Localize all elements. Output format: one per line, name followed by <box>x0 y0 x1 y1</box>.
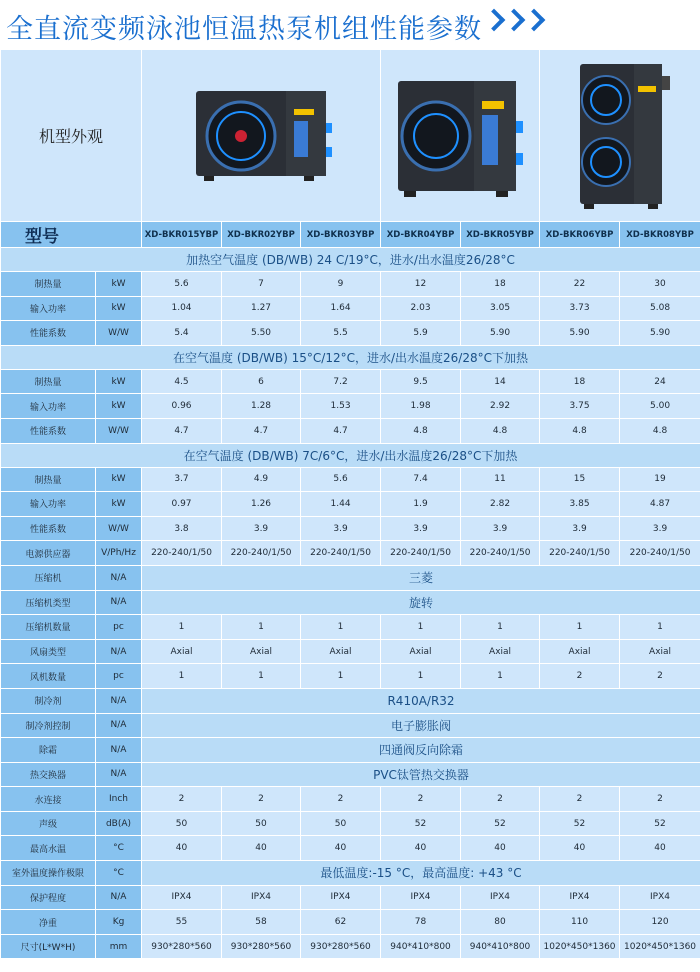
spec-value: Axial <box>461 639 540 664</box>
spec-value: 220-240/1/50 <box>620 541 700 566</box>
spec-label: 制热量 <box>1 467 96 492</box>
spec-value: 220-240/1/50 <box>540 541 620 566</box>
spec-label: 风扇类型 <box>1 639 96 664</box>
spec-merged-value: 电子膨胀阀 <box>142 713 700 738</box>
spec-row <box>1 565 700 590</box>
spec-unit: °C <box>96 836 142 861</box>
spec-unit: N/A <box>96 762 142 787</box>
spec-value: 3.9 <box>222 516 301 541</box>
spec-value: 3.05 <box>461 296 540 321</box>
spec-value: 7.2 <box>301 369 381 394</box>
spec-row <box>1 467 700 492</box>
spec-value: 9.5 <box>381 369 461 394</box>
spec-value: 3.9 <box>461 516 540 541</box>
spec-value: 1 <box>301 615 381 640</box>
spec-row <box>1 910 700 935</box>
spec-value: 1 <box>222 664 301 689</box>
spec-label: 输入功率 <box>1 296 96 321</box>
spec-value: 1020*450*1360 <box>540 934 620 959</box>
spec-value: 4.9 <box>222 467 301 492</box>
spec-value: 1 <box>142 664 222 689</box>
spec-value: 2 <box>540 787 620 812</box>
spec-value: 5.4 <box>142 321 222 346</box>
spec-value: 78 <box>381 910 461 935</box>
spec-row <box>1 664 700 689</box>
spec-value: 7 <box>222 272 301 297</box>
spec-value: 3.9 <box>381 516 461 541</box>
spec-value: 5.90 <box>461 321 540 346</box>
spec-value: 14 <box>461 369 540 394</box>
spec-row <box>1 762 700 787</box>
spec-unit: kW <box>96 272 142 297</box>
spec-value: 1.28 <box>222 394 301 419</box>
spec-row <box>1 590 700 615</box>
spec-value: 12 <box>381 272 461 297</box>
spec-row <box>1 738 700 763</box>
unit-image-medium <box>381 50 540 222</box>
spec-label: 保护程度 <box>1 885 96 910</box>
spec-row <box>1 272 700 297</box>
spec-row <box>1 296 700 321</box>
spec-unit: Kg <box>96 910 142 935</box>
spec-row <box>1 369 700 394</box>
spec-label: 风机数量 <box>1 664 96 689</box>
spec-value: 55 <box>142 910 222 935</box>
spec-value: 2 <box>222 787 301 812</box>
spec-value: 1.53 <box>301 394 381 419</box>
spec-value: 62 <box>301 910 381 935</box>
spec-value: 2 <box>381 787 461 812</box>
spec-label: 制冷剂控制 <box>1 713 96 738</box>
model-header-row <box>1 222 700 248</box>
spec-value: 4.8 <box>540 418 620 443</box>
spec-value: 1 <box>142 615 222 640</box>
spec-value: 2.03 <box>381 296 461 321</box>
spec-value: 1 <box>381 664 461 689</box>
spec-value: 1.98 <box>381 394 461 419</box>
spec-value: 2 <box>620 664 700 689</box>
spec-value: 3.8 <box>142 516 222 541</box>
spec-row <box>1 492 700 517</box>
spec-value: 1.27 <box>222 296 301 321</box>
spec-value: 2 <box>540 664 620 689</box>
spec-unit: W/W <box>96 516 142 541</box>
spec-row <box>1 615 700 640</box>
spec-value: 5.90 <box>540 321 620 346</box>
spec-value: 40 <box>381 836 461 861</box>
spec-value: 18 <box>461 272 540 297</box>
spec-row <box>1 836 700 861</box>
spec-row <box>1 418 700 443</box>
spec-value: 5.6 <box>142 272 222 297</box>
spec-value: IPX4 <box>222 885 301 910</box>
spec-value: 940*410*800 <box>461 934 540 959</box>
spec-row <box>1 811 700 836</box>
unit-image-large <box>540 50 700 222</box>
spec-label: 水连接 <box>1 787 96 812</box>
spec-value: 11 <box>461 467 540 492</box>
spec-merged-value: 四通阀反向除霜 <box>142 738 700 763</box>
page-header <box>0 0 700 48</box>
spec-value: 930*280*560 <box>301 934 381 959</box>
spec-label: 性能系数 <box>1 321 96 346</box>
spec-value: 120 <box>620 910 700 935</box>
spec-value: 2 <box>461 787 540 812</box>
spec-value: Axial <box>381 639 461 664</box>
spec-value: 220-240/1/50 <box>142 541 222 566</box>
spec-value: 1 <box>301 664 381 689</box>
spec-label: 室外温度操作极限 <box>1 861 96 886</box>
spec-value: 1 <box>461 664 540 689</box>
spec-value: IPX4 <box>381 885 461 910</box>
spec-value: 1020*450*1360 <box>620 934 700 959</box>
spec-unit: N/A <box>96 738 142 763</box>
spec-row <box>1 861 700 886</box>
spec-label: 最高水温 <box>1 836 96 861</box>
model-name: XD-BKR03YBP <box>301 222 381 248</box>
spec-unit: °C <box>96 861 142 886</box>
spec-value: 15 <box>540 467 620 492</box>
spec-value: Axial <box>620 639 700 664</box>
spec-value: 1.44 <box>301 492 381 517</box>
spec-value: 930*280*560 <box>222 934 301 959</box>
spec-value: 1 <box>461 615 540 640</box>
spec-unit: N/A <box>96 590 142 615</box>
spec-row <box>1 394 700 419</box>
spec-value: 4.87 <box>620 492 700 517</box>
spec-value: 50 <box>142 811 222 836</box>
spec-value: 0.96 <box>142 394 222 419</box>
spec-value: 50 <box>301 811 381 836</box>
spec-row <box>1 541 700 566</box>
spec-value: 3.9 <box>301 516 381 541</box>
spec-value: 24 <box>620 369 700 394</box>
spec-label: 性能系数 <box>1 516 96 541</box>
spec-unit: pc <box>96 615 142 640</box>
spec-label: 输入功率 <box>1 394 96 419</box>
spec-value: 2 <box>620 787 700 812</box>
spec-value: 58 <box>222 910 301 935</box>
spec-value: 40 <box>461 836 540 861</box>
spec-label: 热交换器 <box>1 762 96 787</box>
spec-value: 2 <box>142 787 222 812</box>
spec-value: 4.5 <box>142 369 222 394</box>
spec-value: 30 <box>620 272 700 297</box>
spec-value: 5.9 <box>381 321 461 346</box>
spec-merged-value: 旋转 <box>142 590 700 615</box>
spec-value: 220-240/1/50 <box>461 541 540 566</box>
spec-unit: N/A <box>96 565 142 590</box>
spec-unit: W/W <box>96 321 142 346</box>
spec-value: 52 <box>540 811 620 836</box>
spec-value: 1.26 <box>222 492 301 517</box>
spec-value: 9 <box>301 272 381 297</box>
spec-value: 5.5 <box>301 321 381 346</box>
spec-value: 4.7 <box>142 418 222 443</box>
spec-unit: pc <box>96 664 142 689</box>
spec-value: IPX4 <box>620 885 700 910</box>
spec-unit: kW <box>96 394 142 419</box>
section-title: 在空气温度 (DB/WB) 15°C/12°C，进水/出水温度26/28°C下加热 <box>1 345 700 369</box>
spec-label: 声级 <box>1 811 96 836</box>
spec-unit: dB(A) <box>96 811 142 836</box>
section-title: 加热空气温度 (DB/WB) 24 C/19°C，进水/出水温度26/28°C <box>1 248 700 272</box>
spec-label: 性能系数 <box>1 418 96 443</box>
section-header-row <box>1 248 700 272</box>
spec-table <box>0 49 700 959</box>
spec-value: 3.7 <box>142 467 222 492</box>
spec-value: 5.00 <box>620 394 700 419</box>
spec-value: 52 <box>461 811 540 836</box>
section-title: 在空气温度 (DB/WB) 7C/6°C，进水/出水温度26/28°C下加热 <box>1 443 700 467</box>
model-name: XD-BKR02YBP <box>222 222 301 248</box>
model-header-label: 型号 <box>1 222 142 248</box>
spec-value: Axial <box>142 639 222 664</box>
spec-label: 除霜 <box>1 738 96 763</box>
spec-value: 1 <box>222 615 301 640</box>
spec-value: 1 <box>620 615 700 640</box>
spec-unit: W/W <box>96 418 142 443</box>
spec-value: Axial <box>301 639 381 664</box>
spec-value: 52 <box>381 811 461 836</box>
model-name: XD-BKR06YBP <box>540 222 620 248</box>
spec-value: 3.9 <box>620 516 700 541</box>
spec-unit: N/A <box>96 688 142 713</box>
spec-merged-value: R410A/R32 <box>142 688 700 713</box>
spec-value: 6 <box>222 369 301 394</box>
spec-value: 110 <box>540 910 620 935</box>
spec-value: 40 <box>142 836 222 861</box>
section-header-row <box>1 345 700 369</box>
spec-value: 1.04 <box>142 296 222 321</box>
spec-value: 7.4 <box>381 467 461 492</box>
spec-label: 尺寸(L*W*H) <box>1 934 96 959</box>
spec-value: 3.9 <box>540 516 620 541</box>
spec-value: 18 <box>540 369 620 394</box>
spec-label: 电源供应器 <box>1 541 96 566</box>
spec-value: 1 <box>381 615 461 640</box>
spec-unit: kW <box>96 369 142 394</box>
spec-row <box>1 787 700 812</box>
spec-value: 19 <box>620 467 700 492</box>
spec-value: 40 <box>222 836 301 861</box>
spec-value: 5.08 <box>620 296 700 321</box>
spec-row <box>1 516 700 541</box>
spec-value: 22 <box>540 272 620 297</box>
spec-value: 1.9 <box>381 492 461 517</box>
appearance-label: 机型外观 <box>1 50 142 222</box>
spec-label: 制冷剂 <box>1 688 96 713</box>
spec-value: IPX4 <box>142 885 222 910</box>
spec-value: IPX4 <box>301 885 381 910</box>
spec-value: 50 <box>222 811 301 836</box>
appearance-row <box>1 50 700 222</box>
spec-value: IPX4 <box>540 885 620 910</box>
chevron-right-icon <box>486 12 546 28</box>
spec-label: 输入功率 <box>1 492 96 517</box>
spec-value: 220-240/1/50 <box>222 541 301 566</box>
spec-value: 2 <box>301 787 381 812</box>
spec-unit: mm <box>96 934 142 959</box>
spec-row <box>1 885 700 910</box>
model-name: XD-BKR05YBP <box>461 222 540 248</box>
spec-value: 40 <box>540 836 620 861</box>
spec-value: IPX4 <box>461 885 540 910</box>
spec-label: 制热量 <box>1 369 96 394</box>
spec-label: 净重 <box>1 910 96 935</box>
spec-row <box>1 321 700 346</box>
spec-value: 2.82 <box>461 492 540 517</box>
spec-label: 压缩机数量 <box>1 615 96 640</box>
spec-merged-value: 最低温度:-15 °C，最高温度: +43 °C <box>142 861 700 886</box>
spec-value: 1 <box>540 615 620 640</box>
spec-value: Axial <box>540 639 620 664</box>
spec-value: 220-240/1/50 <box>381 541 461 566</box>
model-name: XD-BKR08YBP <box>620 222 700 248</box>
spec-value: 220-240/1/50 <box>301 541 381 566</box>
spec-unit: kW <box>96 296 142 321</box>
unit-image-small <box>142 50 381 222</box>
spec-label: 压缩机 <box>1 565 96 590</box>
spec-row <box>1 934 700 959</box>
spec-unit: kW <box>96 492 142 517</box>
spec-value: 5.90 <box>620 321 700 346</box>
spec-value: 0.97 <box>142 492 222 517</box>
spec-value: 2.92 <box>461 394 540 419</box>
spec-unit: N/A <box>96 885 142 910</box>
spec-value: 5.6 <box>301 467 381 492</box>
spec-label: 制热量 <box>1 272 96 297</box>
spec-value: 3.85 <box>540 492 620 517</box>
spec-value: 3.73 <box>540 296 620 321</box>
spec-row <box>1 688 700 713</box>
spec-value: 940*410*800 <box>381 934 461 959</box>
spec-value: 4.8 <box>461 418 540 443</box>
spec-unit: N/A <box>96 639 142 664</box>
spec-value: 4.7 <box>222 418 301 443</box>
spec-merged-value: 三菱 <box>142 565 700 590</box>
spec-row <box>1 639 700 664</box>
spec-value: 930*280*560 <box>142 934 222 959</box>
section-header-row <box>1 443 700 467</box>
spec-unit: Inch <box>96 787 142 812</box>
spec-value: 4.8 <box>381 418 461 443</box>
spec-unit: V/Ph/Hz <box>96 541 142 566</box>
spec-value: 80 <box>461 910 540 935</box>
spec-value: Axial <box>222 639 301 664</box>
spec-row <box>1 713 700 738</box>
spec-value: 5.50 <box>222 321 301 346</box>
spec-value: 40 <box>301 836 381 861</box>
spec-value: 3.75 <box>540 394 620 419</box>
page-title: 全直流变频泳池恒温热泵机组性能参数 <box>6 14 482 45</box>
spec-value: 4.7 <box>301 418 381 443</box>
spec-value: 1.64 <box>301 296 381 321</box>
model-name: XD-BKR04YBP <box>381 222 461 248</box>
spec-value: 40 <box>620 836 700 861</box>
spec-merged-value: PVC钛管热交换器 <box>142 762 700 787</box>
spec-value: 52 <box>620 811 700 836</box>
spec-label: 压缩机类型 <box>1 590 96 615</box>
spec-unit: N/A <box>96 713 142 738</box>
spec-unit: kW <box>96 467 142 492</box>
spec-value: 4.8 <box>620 418 700 443</box>
model-name: XD-BKR015YBP <box>142 222 222 248</box>
